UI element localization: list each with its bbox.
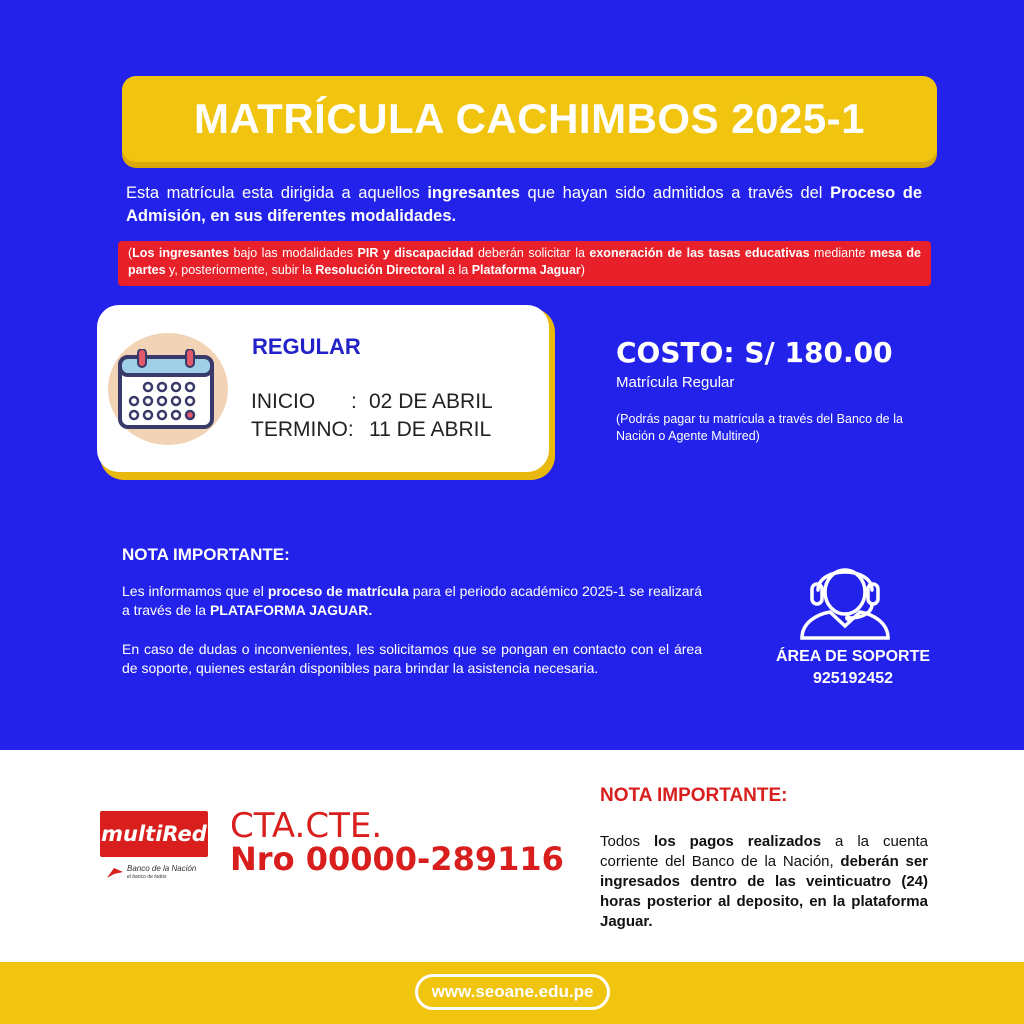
notice-paragraph-2: En caso de dudas o inconvenientes, les solicitamos que se pongan en contacto con el área de soporte, quienes estarán disponibles para brindar la asistencia necesaria. [122, 641, 702, 676]
bank-tagline: el banco de todos [127, 874, 167, 880]
end-key: TERMINO: [251, 418, 354, 441]
multired-logo [100, 811, 208, 857]
notice-paragraph-1 [122, 582, 702, 620]
start-value: 02 DE ABRIL [369, 390, 493, 413]
bank-text [127, 864, 196, 882]
cost-title: COSTO: S/ 180.00 [616, 336, 893, 369]
notice2-text-2: a la cuenta corriente del Banco de la Nación, [600, 833, 928, 870]
start-sep: : [351, 390, 357, 413]
end-row [251, 416, 493, 444]
notice-p1-text-2: para el periodo académico 2025-1 se realizará a través de la [122, 583, 702, 618]
calendar-icon [116, 349, 216, 431]
page-title: MATRÍCULA CACHIMBOS 2025-1 [193, 95, 866, 142]
alert-text-4: mediante [809, 246, 870, 260]
intro-text-2: que hayan sido admitidos a través del [519, 184, 831, 202]
alert-bold-1: Los ingresantes [132, 246, 230, 260]
start-key: INICIO [251, 390, 316, 413]
alert-text-7: ) [580, 263, 585, 277]
alert-box [118, 241, 931, 286]
alert-text-2: bajo las modalidades [229, 246, 358, 260]
alert-bold-3: exoneración de las tasas educativas [589, 246, 810, 260]
bank-name: Banco de la Nación [127, 864, 197, 873]
schedule-dates [251, 388, 493, 444]
notice2-text [600, 832, 928, 932]
alert-bold-6: Plataforma Jaguar [471, 263, 581, 277]
notice-p1-text-1: Les informamos que el [122, 583, 268, 599]
alert-bold-5: Resolución Directoral [315, 263, 445, 277]
cost-subtitle: Matrícula Regular [616, 374, 735, 391]
intro-bold-1: ingresantes [427, 184, 520, 202]
end-value: 11 DE ABRIL [369, 418, 492, 441]
schedule-label: REGULAR [252, 334, 361, 359]
alert-text-5: y, posteriormente, subir la [165, 263, 316, 277]
alert-text-1: ( [128, 246, 133, 260]
cta-number: Nro 00000-289116 [230, 840, 564, 878]
cost-note: (Podrás pagar tu matrícula a través del Banco de la Nación o Agente Multired) [616, 412, 903, 443]
alert-text-3: deberán solicitar la [473, 246, 590, 260]
cta-label: CTA.CTE. [230, 806, 383, 846]
notice-p1-bold-1: proceso de matrícula [267, 583, 409, 599]
notice-title: NOTA IMPORTANTE: [122, 545, 290, 564]
intro-text [126, 182, 922, 228]
title-banner [122, 76, 937, 162]
bank-logo [106, 864, 196, 882]
alert-bold-4: mesa de partes [128, 246, 921, 277]
alert-text-6: a la [444, 263, 472, 277]
notice2-bold-2: deberán ser ingresados dentro de las veinticuatro (24) horas posterior al deposito, en la plataforma Jaguar. [600, 853, 928, 930]
intro-text-1: Esta matrícula esta dirigida a aquellos [126, 184, 428, 202]
notice2-text-1: Todos [600, 833, 654, 850]
website-link[interactable] [415, 974, 610, 1010]
notice2-title: NOTA IMPORTANTE: [600, 785, 788, 806]
notice2-bold-1: los pagos realizados [653, 833, 822, 850]
multired-logo-text: multiRed [101, 822, 207, 846]
intro-bold-2: Proceso de Admisión, en sus diferentes modalidades. [126, 184, 923, 225]
start-row [251, 388, 493, 416]
website-url[interactable]: www.seoane.edu.pe [431, 982, 594, 1001]
bank-swoosh-icon [106, 866, 124, 880]
headset-agent-icon [798, 552, 892, 640]
alert-bold-2: PIR y discapacidad [357, 246, 474, 260]
support-label: ÁREA DE SOPORTE [775, 648, 931, 665]
support-phone[interactable]: 925192452 [812, 670, 894, 687]
notice-p1-bold-2: PLATAFORMA JAGUAR. [209, 602, 373, 618]
